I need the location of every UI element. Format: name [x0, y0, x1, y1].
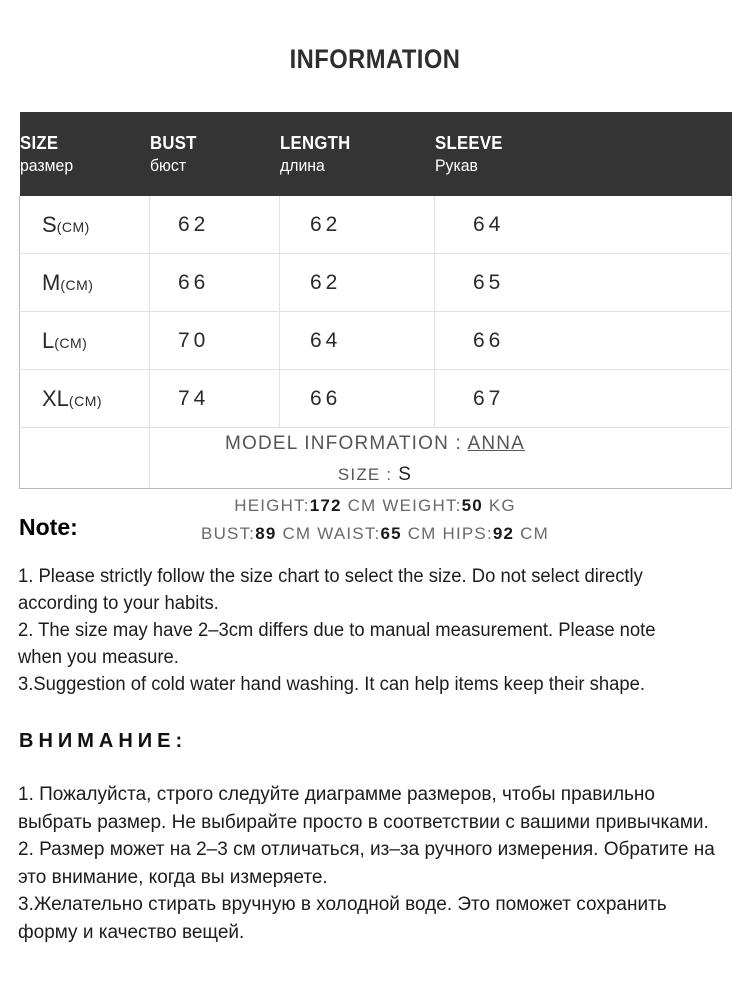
column-header-size-ru: размер	[19, 155, 73, 175]
cell-bust	[150, 370, 280, 428]
cell-sleeve	[435, 196, 732, 254]
size-label: S	[42, 211, 57, 237]
notes-russian	[18, 781, 724, 946]
cell-length	[280, 370, 435, 428]
note-item-ru-2: 2. Размер может на 2–3 см отличаться, из–за ручного измерения. Обратите на это внимание, когда вы измеряете.	[18, 839, 715, 888]
cell-size	[20, 312, 150, 370]
size-label: XL	[42, 385, 69, 411]
value-bust: 66	[178, 270, 210, 294]
value-bust: 62	[178, 212, 210, 236]
cell-bust	[150, 196, 280, 254]
value-length: 66	[310, 386, 342, 410]
cell-sleeve	[435, 312, 732, 370]
value-sleeve: 64	[473, 212, 505, 236]
bust-unit: CM	[276, 524, 318, 543]
column-header-length	[280, 112, 435, 196]
model-heading	[0, 434, 750, 453]
weight-value: 50	[461, 496, 483, 515]
cell-bust	[150, 312, 280, 370]
size-unit: (CM)	[54, 334, 88, 351]
column-header-bust	[150, 112, 280, 196]
attention-heading: ВНИМАНИЕ:	[19, 730, 188, 752]
model-information-label: MODEL INFORMATION :	[224, 433, 468, 454]
model-size-label: SIZE :	[337, 465, 399, 484]
column-header-sleeve-en: SLEEVE	[434, 132, 503, 153]
size-unit: (CM)	[68, 392, 103, 409]
note-item-en-3: 3.Suggestion of cold water hand washing. It can help items keep their shape.	[18, 673, 646, 695]
bust-label: BUST:	[201, 524, 256, 543]
hips-label: HIPS:	[442, 524, 493, 543]
cell-length	[280, 196, 435, 254]
cell-sleeve	[435, 254, 732, 312]
size-unit: (CM)	[60, 276, 94, 293]
table-row	[20, 196, 732, 254]
note-label: Note:	[19, 514, 78, 540]
cell-length	[280, 312, 435, 370]
table-header-row	[20, 112, 732, 196]
height-value: 172	[309, 496, 342, 515]
model-name: ANNA	[467, 433, 526, 454]
value-sleeve: 65	[473, 270, 505, 294]
cell-size	[20, 196, 150, 254]
weight-unit: KG	[482, 496, 516, 515]
note-item-en-1: 1. Please strictly follow the size chart to select the size. Do not select directly according to your habits.	[18, 566, 643, 614]
value-bust: 74	[178, 386, 210, 410]
value-sleeve: 66	[473, 328, 505, 352]
page-title: INFORMATION	[289, 44, 461, 74]
column-header-bust-ru: бюст	[149, 155, 186, 175]
cell-size	[20, 254, 150, 312]
model-height-weight-line	[0, 497, 750, 514]
cell-size	[20, 370, 150, 428]
model-measurements-line	[0, 525, 750, 542]
value-length: 62	[310, 270, 342, 294]
value-length: 62	[310, 212, 342, 236]
note-item-ru-1: 1. Пожалуйста, строго следуйте диаграмме размеров, чтобы правильно выбрать размер. Не выбирайте просто в соответствии с вашими привычками.	[18, 784, 709, 833]
value-bust: 70	[178, 328, 210, 352]
waist-label: WAIST:	[317, 524, 381, 543]
column-header-sleeve-ru: Рукав	[434, 155, 478, 175]
cell-bust	[150, 254, 280, 312]
column-header-bust-en: BUST	[149, 132, 197, 153]
table-row	[20, 370, 732, 428]
hips-unit: CM	[514, 524, 549, 543]
waist-unit: CM	[401, 524, 443, 543]
column-header-length-ru: длина	[279, 155, 325, 175]
height-unit: CM	[341, 496, 383, 515]
notes-english	[18, 564, 697, 699]
hips-value: 92	[492, 524, 515, 543]
model-size-value: S	[398, 464, 413, 485]
table-row	[20, 254, 732, 312]
table-row	[20, 312, 732, 370]
cell-length	[280, 254, 435, 312]
note-item-en-2: 2. The size may have 2–3cm differs due to manual measurement. Please note when you measure.	[18, 619, 656, 668]
value-sleeve: 67	[473, 386, 505, 410]
bust-value: 89	[255, 524, 277, 543]
size-unit: (CM)	[56, 218, 90, 235]
weight-label: WEIGHT:	[382, 496, 462, 515]
size-label: M	[42, 269, 61, 295]
note-item-ru-3: 3.Желательно стирать вручную в холодной воде. Это поможет сохранить форму и качество вещей.	[18, 894, 667, 943]
column-header-size-en: SIZE	[19, 132, 58, 153]
value-length: 64	[310, 328, 342, 352]
column-header-length-en: LENGTH	[279, 132, 350, 153]
height-label: HEIGHT:	[234, 496, 310, 515]
column-header-sleeve	[435, 112, 732, 196]
model-size-line	[0, 465, 750, 484]
column-header-size	[20, 112, 150, 196]
cell-sleeve	[435, 370, 732, 428]
model-information	[0, 434, 750, 553]
waist-value: 65	[380, 524, 402, 543]
size-label: L	[42, 327, 55, 353]
